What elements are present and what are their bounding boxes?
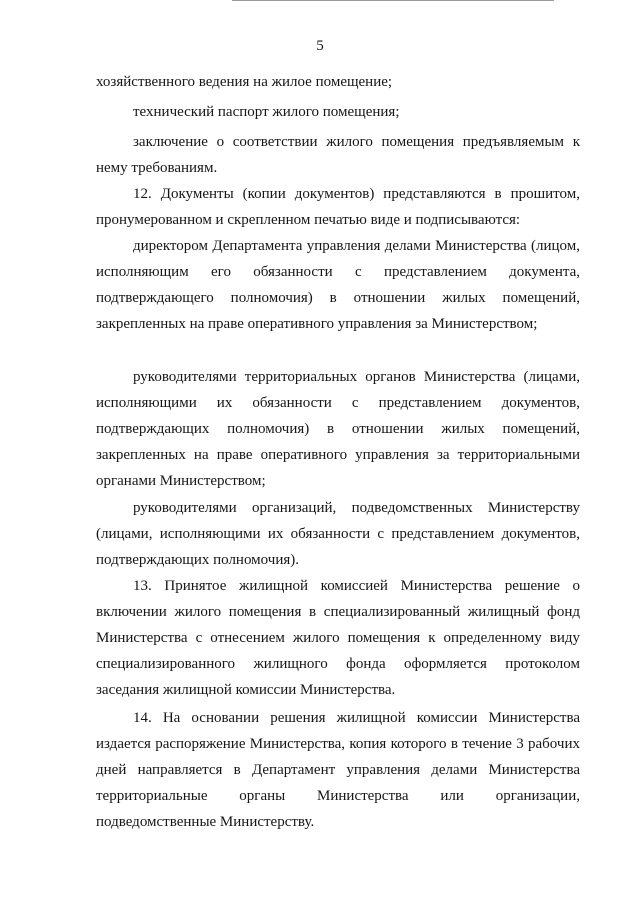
clause-12: 12. Документы (копии документов) представляются в прошитом, пронумерованном и скрепленном печатью виде и подписываются: [96,186,580,228]
list-item-conclusion: заключение о соответствии жилого помещения предъявляемым к нему требованиям. [96,134,580,176]
list-item-tech-passport: технический паспорт жилого помещения; [133,104,400,120]
clause-13: 13. Принятое жилищной комиссией Министерства решение о включении жилого помещения в специализированный жилищный фонд Министерства с отнесением жилого помещения к определенному виду специализированного жилищного фонда оформляется протоколом заседания жилищной комиссии Министерства. [96,578,580,698]
signer-director: директором Департамента управления делами Министерства (лицом, исполняющим его обязанности с представлением документа, подтверждающего полномочия) в отношении жилых помещений, закрепленных на праве оперативного управления за Министерством; [96,238,580,332]
signer-territorial-heads: руководителями территориальных органов Министерства (лицами, исполняющими их обязанности с представлением документов, подтверждающих полномочия) в отношении жилых помещений, закрепленных на праве оперативного управления за территориальными органами Министерством; [96,369,580,489]
signer-organization-heads: руководителями организаций, подведомственных Министерству (лицами, исполняющими их обязанности с представлением документов, подтверждающих полномочия). [96,500,580,568]
clause-14: 14. На основании решения жилищной комиссии Министерства издается распоряжение Министерства, копия которого в течение 3 рабочих дней направляется в Департамент управления делами Министерства территориальные органы Министерства или организации, подведомственные Министерству. [96,710,580,830]
scan-top-edge [232,0,554,1]
page-number: 5 [316,38,324,54]
paragraph-continuation: хозяйственного ведения на жилое помещение; [96,74,393,90]
